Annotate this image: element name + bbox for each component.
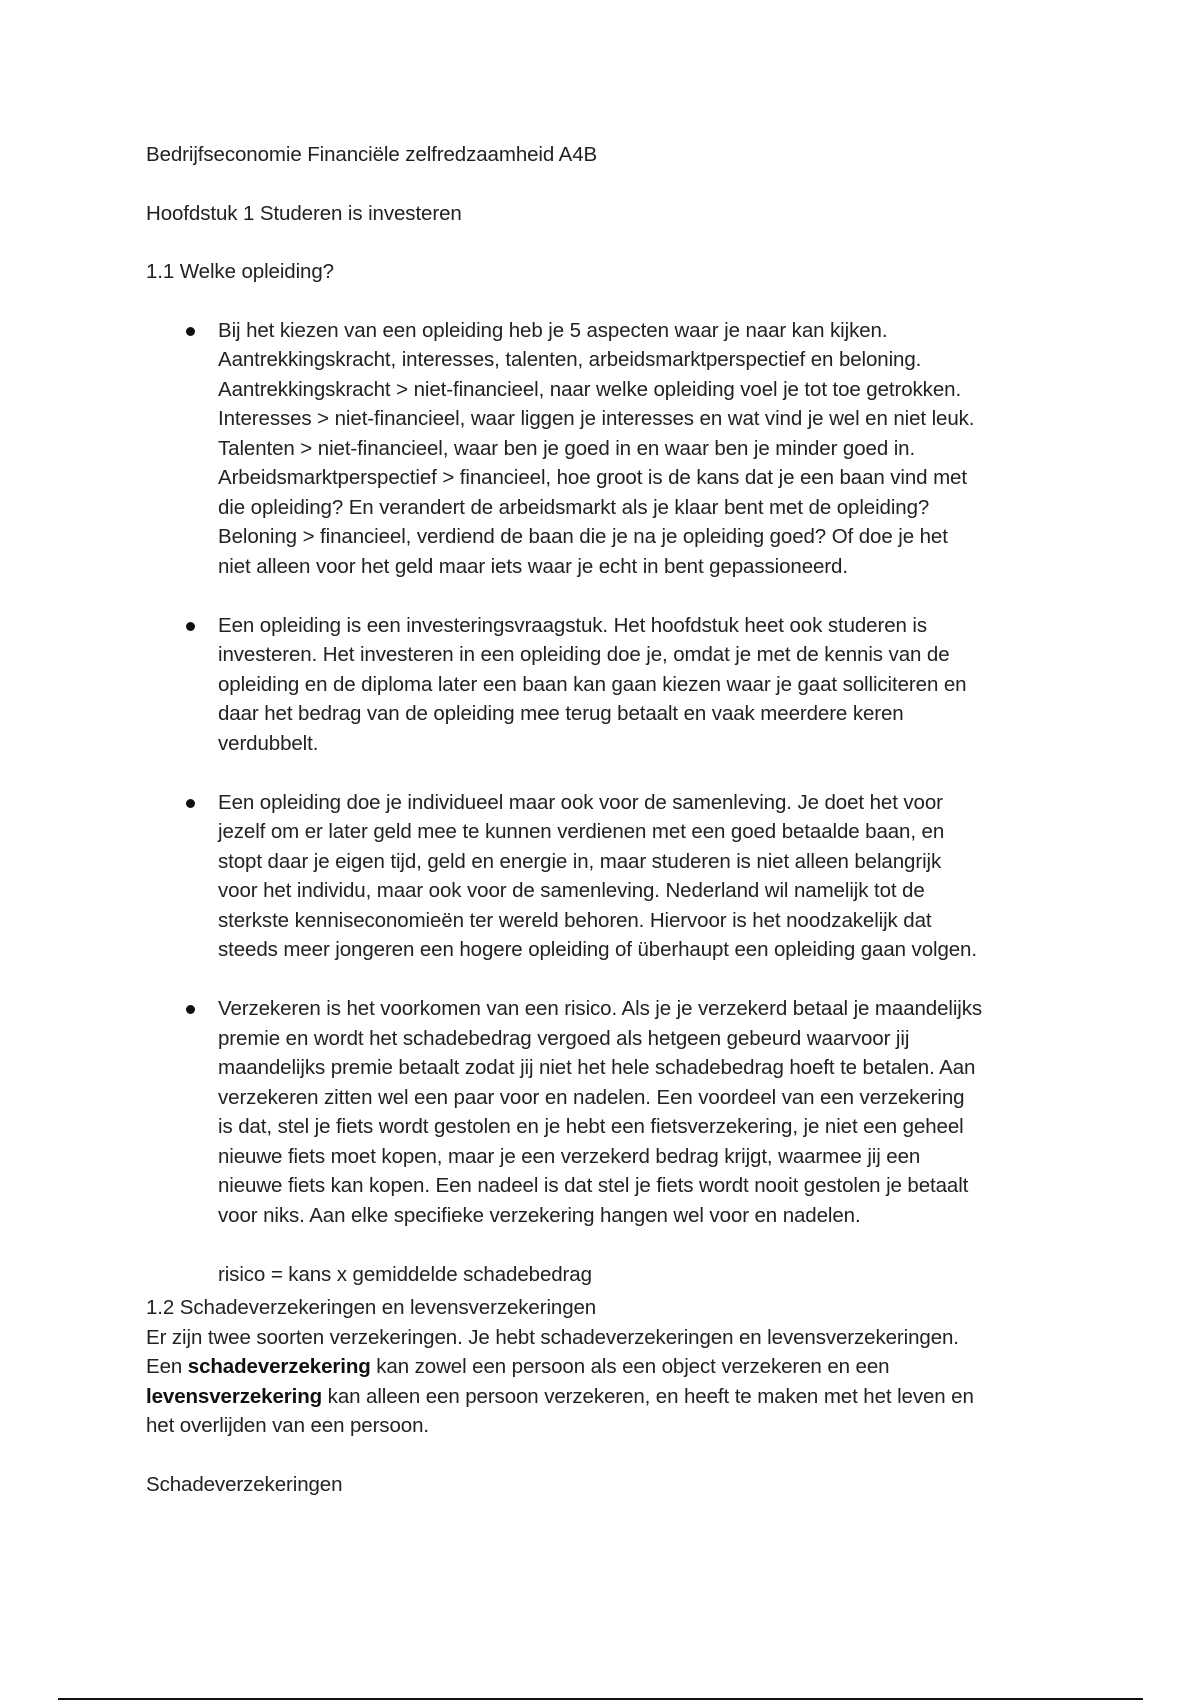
text-line: Aantrekkingskracht, interesses, talenten, arbeidsmarktperspectief en beloning. — [218, 348, 922, 371]
document-page — [146, 140, 1076, 1528]
document-title: Bedrijfseconomie Financiële zelfredzaamheid A4B — [146, 143, 598, 166]
text-line: Een opleiding is een investeringsvraagstuk. Het hoofdstuk heet ook studeren is — [218, 613, 927, 637]
risk-formula: risico = kans x gemiddelde schadebedrag — [218, 1262, 592, 1286]
text-line: Arbeidsmarktperspectief > financieel, hoe groot is de kans dat je een baan vind met — [218, 466, 967, 489]
text-line — [146, 1352, 1076, 1382]
text-line: voor niks. Aan elke specifieke verzekering hangen wel voor en nadelen. — [218, 1203, 861, 1227]
text-line: nieuwe fiets moet kopen, maar je een verzekerd bedrag krijgt, waarmee jij een — [218, 1144, 921, 1168]
bullet-icon — [186, 622, 195, 631]
term-levensverzekering: levensverzekering — [146, 1384, 323, 1408]
text-line: is dat, stel je fiets wordt gestolen en je hebt een fietsverzekering, je niet een geheel — [218, 1115, 964, 1138]
text-line: nieuwe fiets kan kopen. Een nadeel is dat stel je fiets wordt nooit gestolen je betaalt — [218, 1174, 969, 1197]
text-fragment: kan zowel een persoon als een object verzekeren en een — [370, 1355, 890, 1378]
text-line: het overlijden van een persoon. — [146, 1414, 429, 1437]
text-line: Interesses > niet-financieel, waar liggen je interesses en wat vind je wel en niet leuk. — [218, 407, 975, 430]
term-schadeverzekering: schadeverzekering — [187, 1355, 371, 1378]
text-line: niet alleen voor het geld maar iets waar je echt in bent gepassioneerd. — [218, 554, 848, 578]
text-line: verdubbelt. — [218, 731, 319, 755]
text-line: maandelijks premie betaalt zodat jij niet het hele schadebedrag hoeft te betalen. Aan — [218, 1056, 976, 1079]
text-line: sterkste kenniseconomieën ter wereld behoren. Hiervoor is het noodzakelijk dat — [218, 908, 932, 932]
list-item — [146, 611, 1076, 759]
text-line: investeren. Het investeren in een opleiding doe je, omdat je met de kennis van de — [218, 643, 950, 666]
text-line: premie en wordt het schadebedrag vergoed als hetgeen gebeurd waarvoor jij — [218, 1026, 910, 1050]
list-item — [146, 994, 1076, 1230]
text-line: verzekeren zitten wel een paar voor en nadelen. Een voordeel van een verzekering — [218, 1085, 965, 1109]
text-fragment: Een — [146, 1355, 188, 1378]
text-line: Beloning > financieel, verdiend de baan die je na je opleiding goed? Of doe je het — [218, 525, 948, 548]
text-line — [146, 1382, 1076, 1412]
text-line: Een opleiding doe je individueel maar ook voor de samenleving. Je doet het voor — [218, 790, 943, 814]
text-line: Aantrekkingskracht > niet-financieel, naar welke opleiding voel je tot toe getrokken. — [218, 377, 962, 401]
text-line: voor het individu, maar ook voor de samenleving. Nederland wil namelijk tot de — [218, 879, 925, 902]
list-item — [146, 788, 1076, 965]
section-1-2-heading: 1.2 Schadeverzekeringen en levensverzekeringen — [146, 1296, 597, 1319]
text-fragment: kan alleen een persoon verzekeren, en heeft te maken met het leven en — [322, 1384, 974, 1408]
chapter-heading: Hoofdstuk 1 Studeren is investeren — [146, 201, 462, 225]
list-item — [146, 316, 1076, 582]
text-line: steeds meer jongeren een hogere opleiding of überhaupt een opleiding gaan volgen. — [218, 938, 977, 961]
section-1-1-heading: 1.1 Welke opleiding? — [146, 260, 334, 283]
text-line: opleiding en de diploma later een baan kan gaan kiezen waar je gaat solliciteren en — [218, 672, 967, 696]
section-1-2 — [146, 1293, 1076, 1441]
text-line: Talenten > niet-financieel, waar ben je goed in en waar ben je minder goed in. — [218, 436, 916, 460]
bullet-icon — [186, 799, 195, 808]
text-line: jezelf om er later geld mee te kunnen verdienen met een goed betaalde baan, en — [218, 820, 945, 843]
text-line: Verzekeren is het voorkomen van een risico. Als je je verzekerd betaal je maandelijks — [218, 997, 983, 1020]
subheading-schadeverzekeringen: Schadeverzekeringen — [146, 1472, 343, 1496]
bullet-icon — [186, 327, 195, 336]
text-line: daar het bedrag van de opleiding mee terug betaalt en vaak meerdere keren — [218, 702, 904, 725]
text-line: stopt daar je eigen tijd, geld en energie in, maar studeren is niet alleen belangrijk — [218, 849, 942, 873]
text-line: Bij het kiezen van een opleiding heb je 5 aspecten waar je naar kan kijken. — [218, 318, 888, 342]
text-line: die opleiding? En verandert de arbeidsmarkt als je klaar bent met de opleiding? — [218, 495, 930, 519]
text-line: Er zijn twee soorten verzekeringen. Je hebt schadeverzekeringen en levensverzekeringen. — [146, 1325, 959, 1349]
bullet-icon — [186, 1005, 195, 1014]
bullet-list — [146, 316, 1076, 1231]
